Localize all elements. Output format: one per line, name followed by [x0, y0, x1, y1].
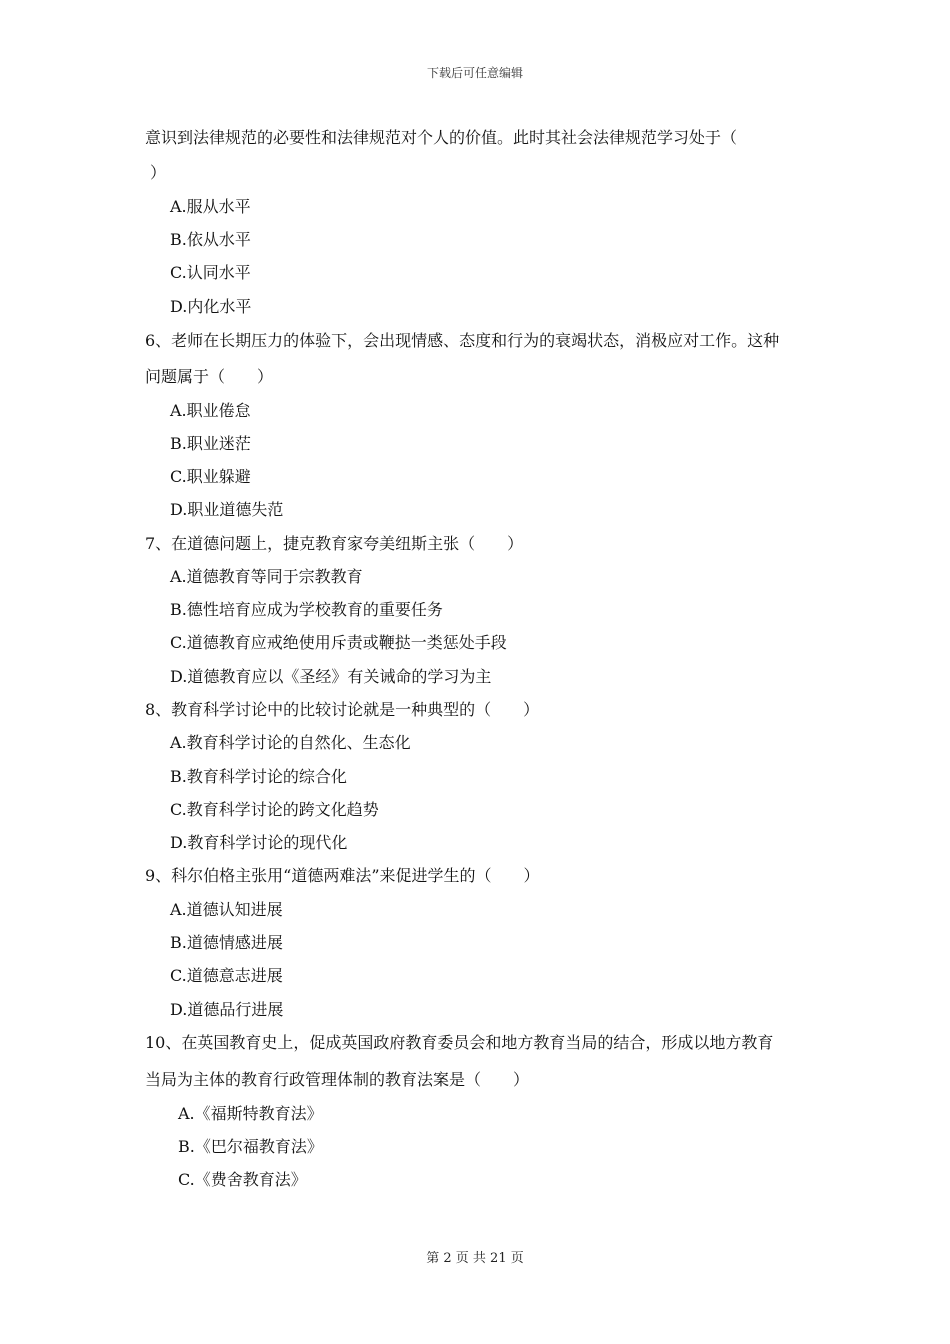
question-10-option-b: B.《巴尔福教育法》 — [178, 1137, 323, 1156]
question-10-text-line-2: 当局为主体的教育行政管理体制的教育法案是（ ） — [145, 1070, 530, 1089]
question-6-text-line-1: 6、老师在长期压力的体验下，会出现情感、态度和行为的衰竭状态，消极应对工作。这种 — [145, 331, 780, 350]
question-5-option-d: D.内化水平 — [170, 297, 252, 316]
question-8-option-c: C.教育科学讨论的跨文化趋势 — [170, 800, 379, 819]
question-10-option-a: A.《福斯特教育法》 — [178, 1104, 323, 1123]
question-8-option-b: B.教育科学讨论的综合化 — [170, 767, 347, 786]
question-5-option-c: C.认同水平 — [170, 263, 251, 282]
question-9-text: 9、科尔伯格主张用“道德两难法”来促进学生的（ ） — [145, 866, 540, 885]
question-5-option-b: B.依从水平 — [170, 230, 251, 249]
question-9-option-a: A.道德认知进展 — [170, 900, 283, 919]
page-header: 下载后可任意编辑 — [426, 66, 523, 80]
question-6-option-b: B.职业迷茫 — [170, 434, 251, 453]
question-6-option-a: A.职业倦怠 — [170, 401, 251, 420]
question-5-option-a: A.服从水平 — [170, 197, 251, 216]
question-7-option-b: B.德性培育应成为学校教育的重要任务 — [170, 600, 443, 619]
question-6-option-d: D.职业道德失范 — [170, 500, 284, 519]
question-10-text-line-1: 10、在英国教育史上，促成英国政府教育委员会和地方教育当局的结合，形成以地方教育 — [145, 1033, 774, 1052]
question-5-text-line-2: ） — [150, 163, 167, 182]
question-9-option-d: D.道德品行进展 — [170, 1000, 284, 1019]
question-9-option-c: C.道德意志进展 — [170, 966, 283, 985]
question-8-option-d: D.教育科学讨论的现代化 — [170, 833, 348, 852]
question-8-option-a: A.教育科学讨论的自然化、生态化 — [170, 733, 411, 752]
question-10-option-c: C.《费舍教育法》 — [178, 1170, 307, 1189]
question-8-text: 8、教育科学讨论中的比较讨论就是一种典型的（ ） — [145, 700, 540, 719]
question-9-option-b: B.道德情感进展 — [170, 933, 283, 952]
question-7-text: 7、在道德问题上，捷克教育家夸美纽斯主张（ ） — [145, 534, 524, 553]
page-footer: 第 2 页 共 21 页 — [426, 1251, 524, 1266]
question-6-option-c: C.职业躲避 — [170, 467, 251, 486]
question-7-option-d: D.道德教育应以《圣经》有关诫命的学习为主 — [170, 667, 492, 686]
question-7-option-c: C.道德教育应戒绝使用斥责或鞭挞一类惩处手段 — [170, 633, 507, 652]
question-5-text-line-1: 意识到法律规范的必要性和法律规范对个人的价值。此时其社会法律规范学习处于（ — [145, 128, 738, 147]
question-7-option-a: A.道德教育等同于宗教教育 — [170, 567, 363, 586]
question-6-text-line-2: 问题属于（ ） — [145, 367, 274, 386]
